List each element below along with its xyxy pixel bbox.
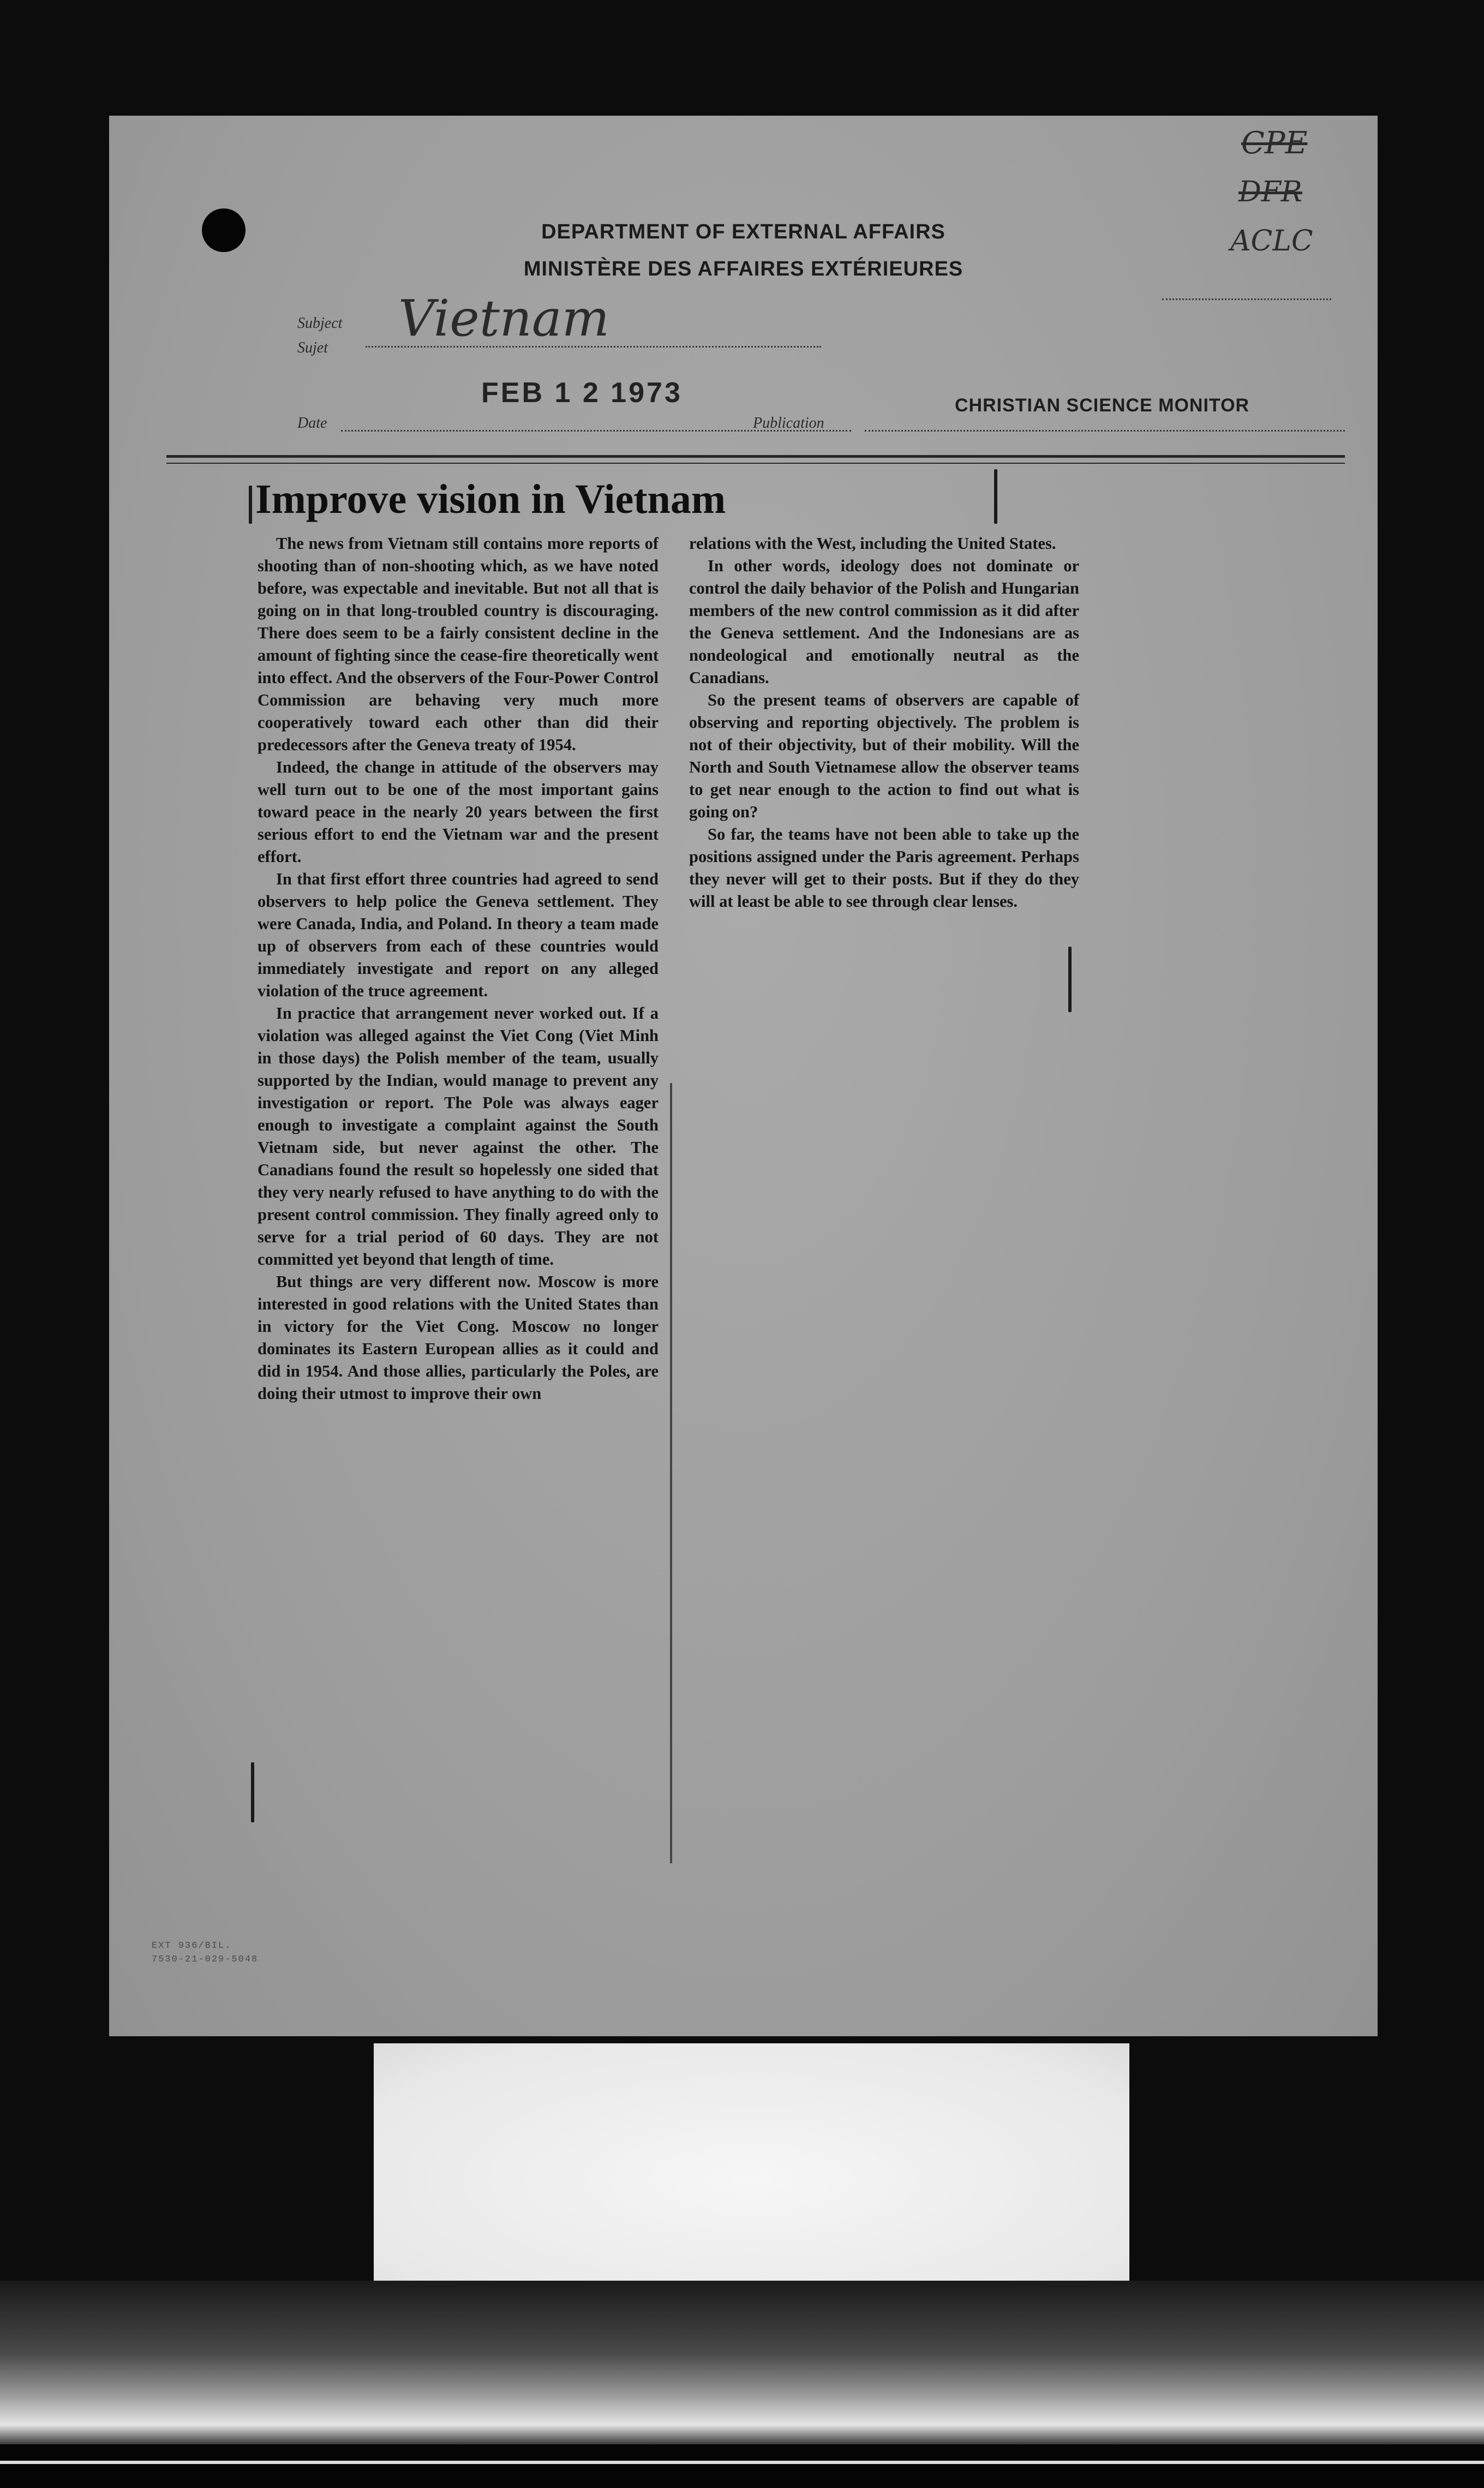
handwritten-mark-3: ACLC [1230, 225, 1313, 258]
article-paragraph: relations with the West, including the United States. [689, 534, 1056, 553]
routing-dotted-line [1162, 298, 1331, 300]
microfilm-bottom-bar [0, 2444, 1484, 2488]
date-label: Date [297, 415, 327, 432]
subject-label: Subject [297, 315, 343, 332]
article-headline: Improve vision in Vietnam [255, 476, 726, 522]
date-stamp: FEB 1 2 1973 [481, 377, 683, 409]
article-paragraph: So the present teams of observers are capable of observing and reporting objectively. The problem is not of their objectivity, but of their mobility. Will the North and South Vietnamese allow the observer teams to get near enough to the action to find out what is going on? [689, 691, 1079, 821]
margin-bracket-right-top [994, 469, 997, 524]
handwritten-mark-1: CPE [1241, 125, 1308, 161]
blank-index-card [374, 2043, 1129, 2316]
article-paragraph: In that first effort three countries had agreed to send observers to help police the Geneva settlement. They were Canada, India, and Poland. In theory a team made up of observers from each of these countries would immediately investigate and report on any alleged violation of the truce agreement. [258, 870, 659, 1000]
header-rule-top [166, 455, 1345, 458]
sujet-label: Sujet [297, 339, 328, 356]
article-column-2 [689, 533, 1079, 913]
margin-bracket-right-bottom [1068, 947, 1072, 1012]
article-paragraph: In practice that arrangement never worked out. If a violation was alleged against the Viet Cong (Viet Minh in those days) the Polish member of the team, usually supported by the Indian, would manage to prevent any investigation or report. The Pole was always eager enough to investigate a complaint against the South Vietnam side, but never against the other. The Canadians found the result so hopelessly one sided that they very nearly refused to have anything to do with the present control commission. They finally agreed only to serve for a trial period of 60 days. They are not committed yet beyond that length of time. [258, 1004, 659, 1269]
department-title-fr: MINISTÈRE DES AFFAIRES EXTÉRIEURES [523, 258, 964, 280]
document-sheet [109, 116, 1378, 2036]
newspaper-clipping [244, 464, 1079, 1861]
article-paragraph: So far, the teams have not been able to take up the positions assigned under the Paris agreement. Perhaps they never will get to their posts. But if they do they will at least be able to see through clear lenses. [689, 825, 1079, 911]
column-divider [670, 1083, 672, 1863]
subject-dotted-line [366, 346, 821, 348]
form-number-line-2: 7530-21-029-5048 [152, 1954, 259, 1965]
publication-label: Publication [753, 415, 824, 432]
margin-bracket-left-bottom [251, 1762, 254, 1822]
article-paragraph: But things are very different now. Moscow is more interested in good relations with the United States than in victory for the Viet Cong. Moscow no longer dominates its Eastern European allies as it could and did in 1954. And those allies, particularly the Poles, are doing their utmost to improve their own [258, 1272, 659, 1403]
article-column-1 [258, 533, 659, 1405]
department-title-en: DEPARTMENT OF EXTERNAL AFFAIRS [541, 220, 946, 243]
article-paragraph: In other words, ideology does not dominate or control the daily behavior of the Polish and Hungarian members of the new control commission as it did after the Geneva settlement. And the Indonesians are as nondeological and emotionally neutral as the Canadians. [689, 557, 1079, 687]
margin-bracket-left-top [249, 486, 252, 524]
form-number-line-1: EXT 936/BIL. [152, 1941, 232, 1951]
article-paragraph: Indeed, the change in attitude of the observers may well turn out to be one of the most important gains toward peace in the nearly 20 years between the first serious effort to end the Vietnam war and the present effort. [258, 758, 659, 866]
handwritten-subject: Vietnam [398, 289, 610, 348]
article-paragraph: The news from Vietnam still contains more reports of shooting than of non-shooting which, as we have noted before, was expectable and inevitable. But not all that is going on in that long-troubled country is discouraging. There does seem to be a fairly consistent decline in the amount of fighting since the cease-fire theoretically went into effect. And the observers of the Four-Power Control Commission are behaving very much more cooperatively toward each other than did their predecessors after the Geneva treaty of 1954. [258, 534, 659, 754]
handwritten-mark-2: DFR [1238, 176, 1302, 208]
publication-name: CHRISTIAN SCIENCE MONITOR [955, 395, 1250, 416]
publication-dotted-line [865, 430, 1345, 432]
microfilm-edge [0, 2281, 1484, 2444]
